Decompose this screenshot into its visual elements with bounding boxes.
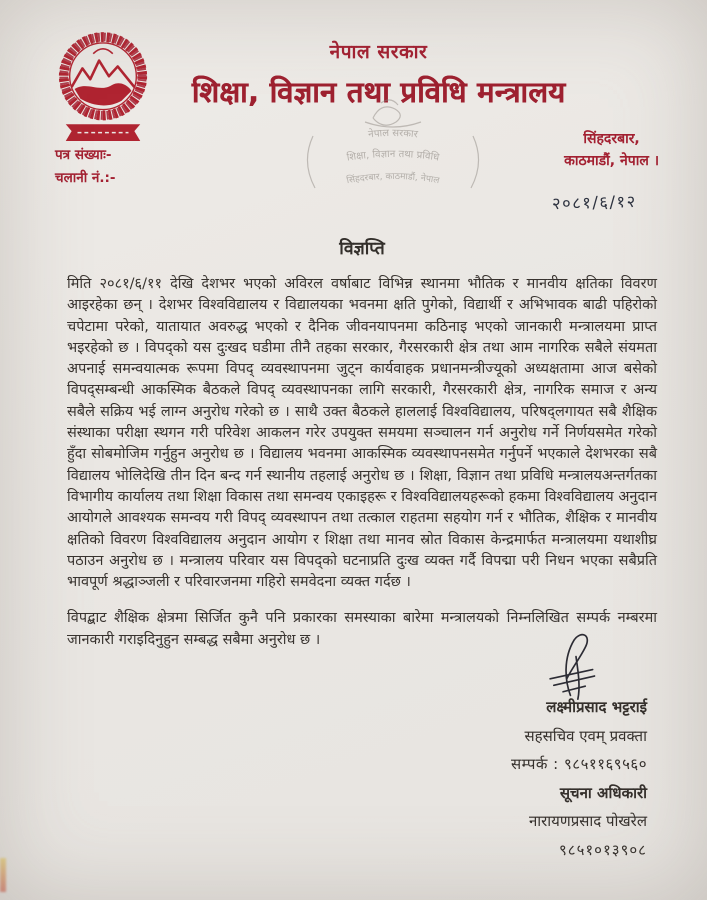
ministry-title: शिक्षा, विज्ञान तथा प्रविधि मन्त्रालय [191, 75, 566, 109]
notice-paragraph-2: विपद्बाट शैक्षिक क्षेत्रमा सिर्जित कुनै पनि प्रकारका समस्याका बारेमा मन्त्रालयको निम्नलिखित सम्पर्क नम्बरमा जानकारी गराइदिनुहुन सम्बद्ध सबैमा अनुरोध छ । [67, 610, 657, 648]
letter-body [67, 236, 657, 651]
scan-edge-artifact [0, 858, 6, 892]
office-address [564, 128, 659, 172]
signature-block [511, 698, 647, 869]
reference-block [55, 144, 116, 190]
notice-title: विज्ञप्ति [339, 239, 385, 259]
stamp-text-line2: शिक्षा, विज्ञान तथा प्रविधि [346, 148, 440, 164]
letter-date: २०८१/६/१२ [552, 191, 638, 214]
signatory-designation: सहसचिव एवम् प्रवक्ता [524, 726, 647, 745]
svg-text:सिंहदरबार, काठमाडौं, नेपाल [346, 170, 441, 186]
stamp-text-line3: सिंहदरबार, काठमाडौं, नेपाल [345, 171, 441, 187]
address-line-1: सिंहदरबार, [583, 131, 640, 147]
official-stamp-icon [295, 92, 491, 212]
letter-number-label: पत्र संख्याः- [55, 147, 112, 163]
signature-icon [539, 626, 613, 702]
info-officer-title: सूचना अधिकारी [559, 783, 647, 802]
svg-text:नेपाल सरकार [368, 128, 420, 141]
notice-paragraph-1: मिति २०८१/६/११ देखि देशभर भएको अविरल वर्षाबाट विभिन्न स्थानमा भौतिक र मानवीय क्षतिका विवरण आइरहेका छन् । देशभर विश्वविद्यालय र विद्यालयका भवनमा क्षति पुगेको, विद्यार्थी र अभिभावक बाढी पहिरोको चपेटामा परेको, यातायात अवरुद्ध भएको र दैनिक जीवनयापनमा कठिनाइ भएको जानकारी मन्त्रालयमा प्राप्त भइरहेको छ । विपद्को यस दुःखद घडीमा तीनै तहका सरकार, गैरसरकारी क्षेत्र तथा आम नागरिक सबैले संयमता अपनाई समन्वयात्मक रूपमा विपद् व्यवस्थापनमा जुट्न कार्यवाहक प्रधानमन्त्रीज्यूको अध्यक्षतामा आज बसेको विपद्सम्बन्धी आकस्मिक बैठकले विपद् व्यवस्थापनका लागि सरकारी, गैरसरकारी क्षेत्र, नागरिक समाज र अन्य सबैले सक्रिय भई लाग्न अनुरोध गरेको छ । साथै उक्त बैठकले हाललाई विश्वविद्यालय, परिषद्लगायत सबै शैक्षिक संस्थाका परीक्षा स्थगन गरी परिवेश आकलन गरेर उपयुक्त समयमा सञ्चालन गर्न अनुरोध गर्ने निर्णयसमेत गरेको हुँदा सोबमोजिम गर्नुहुन अनुरोध छ । विद्यालय भवनमा आकस्मिक व्यवस्थापनसमेत गर्नुपर्ने भएकाले देशभरका सबै विद्यालय भोलिदेखि तीन दिन बन्द गर्न स्थानीय तहलाई अनुरोध छ । शिक्षा, विज्ञान तथा प्रविधि मन्त्रालयअन्तर्गतका विभागीय कार्यालय तथा शिक्षा विकास तथा समन्वय एकाइहरू र विश्वविद्यालयहरूको हकमा विश्वविद्यालय अनुदान आयोगले आवश्यक समन्वय गरी विपद् व्यवस्थापन तथा तत्काल राहतमा सहयोग गर्न र भौतिक, शैक्षिक र मानवीय क्षतिको विवरण विश्वविद्यालय अनुदान आयोग र शिक्षा तथा मानव स्रोत विकास केन्द्रमार्फत मन्त्रालयमा यथाशीघ्र पठाउन अनुरोध छ । मन्त्रालय परिवार यस विपद्को घटनाप्रति दुःख व्यक्त गर्दै विपद्मा परी निधन भएका सबैप्रति भावपूर्ण श्रद्धाञ्जली र परिवारजनमा गहिरो समवेदना व्यक्त गर्दछ । [67, 276, 657, 591]
government-title: नेपाल सरकार [329, 41, 428, 63]
stamp-text-line1: नेपाल सरकार [367, 127, 419, 141]
signatory-name: लक्ष्मीप्रसाद भट्टराई [546, 698, 647, 716]
info-officer-phone: ९८५१०१३९०८ [558, 840, 647, 859]
svg-text:शिक्षा, विज्ञान तथा प्रविधि [346, 148, 441, 163]
dispatch-number-label: चलानी नं.:- [55, 170, 116, 186]
info-officer-name: नारायणप्रसाद पोखरेल [528, 812, 647, 830]
address-line-2: काठमाडौं, नेपाल । [564, 153, 659, 169]
signatory-contact: सम्पर्क : ९८५११६९५६० [510, 755, 647, 773]
